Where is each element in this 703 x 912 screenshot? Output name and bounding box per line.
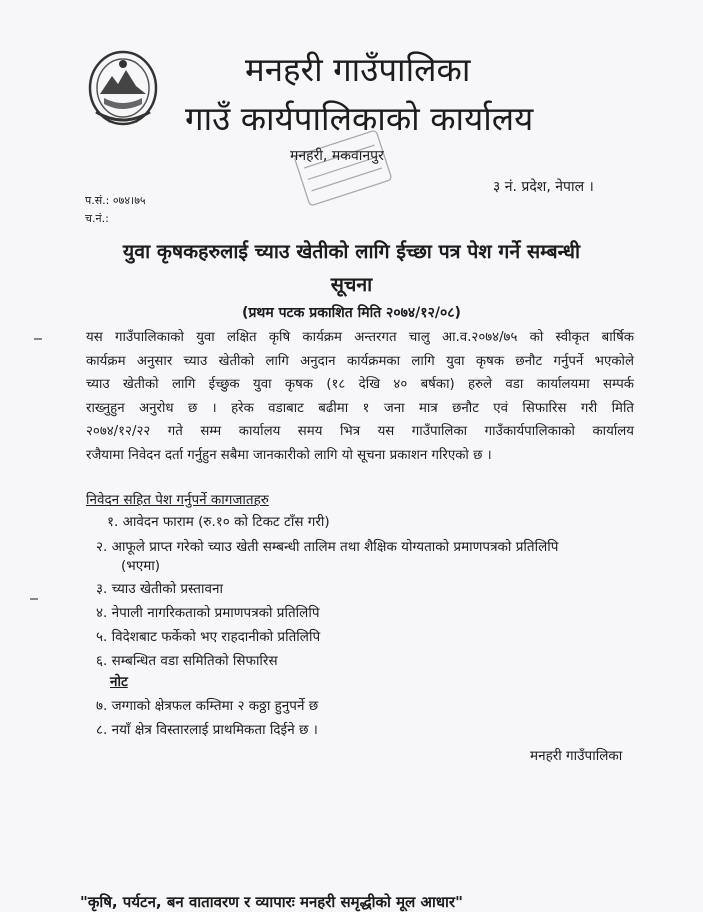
document-item: ३. च्याउ खेतीको प्रस्तावना <box>96 581 223 597</box>
province: ३ नं. प्रदेश, नेपाल । <box>493 179 594 195</box>
body-line: राख्नुहुन अनुरोध छ । हरेक वडाबाट बढीमा १ जना मात्र छनौट एवं सिफारिस गरी मिति <box>86 400 634 416</box>
office-stamp-icon <box>286 130 400 206</box>
note-heading: नोट <box>110 674 128 690</box>
documents-heading: निवेदन सहित पेश गर्नुपर्ने कागजातहरु <box>86 492 269 508</box>
note-item: ७. जग्गाको क्षेत्रफल कम्तिमा २ कठ्ठा हुनुपर्ने छ <box>96 698 319 714</box>
body-line: यस गाउँपालिकाको युवा लक्षित कृषि कार्यक्रम अन्तरगत चालु आ.व.२०७४/७५ को स्वीकृत बार्षिक <box>86 330 634 345</box>
document-item: २. आफूले प्राप्त गरेको च्याउ खेती सम्बन्धी तालिम तथा शैक्षिक योग्यताको प्रमाणपत्रको प्रतिलिपि <box>96 539 559 555</box>
notice-body <box>86 326 634 468</box>
office-name: गाउँ कार्यपालिकाको कार्यालय <box>185 99 534 138</box>
dispatch-number: च.नं.: <box>85 212 109 225</box>
org-name: मनहरी गाउँपालिका <box>245 50 471 89</box>
published-date: (प्रथम पटक प्रकाशित मिति २०७४/१२/०८) <box>242 305 461 321</box>
document-item: ५. विदेशबाट फर्केको भए राहदानीको प्रतिलिपि <box>96 629 321 645</box>
margin-mark <box>34 338 42 340</box>
body-line: रजैयामा निवेदन दर्ता गर्नुहुन सबैमा जानकारीको लागि यो सूचना प्रकाशन गरिएको छ । <box>86 447 492 463</box>
reference-number: प.सं.: ०७४।७५ <box>85 194 146 207</box>
document-item: ४. नेपाली नागरिकताको प्रमाणपत्रको प्रतिलिपि <box>96 605 320 621</box>
document-item-continued: (भएमा) <box>121 558 161 574</box>
notice-title-sub: सूचना <box>330 273 373 296</box>
body-line: २०७४/१२/२२ गते सम्म कार्यालय समय भित्र यस गाउँपालिका गाउँकार्यपालिकाको कार्यालय <box>86 424 634 440</box>
margin-mark <box>30 598 38 600</box>
notice-title: युवा कृषकहरुलाई च्याउ खेतीको लागि ईच्छा पत्र पेश गर्ने सम्बन्धी <box>122 240 581 263</box>
signature: मनहरी गाउँपालिका <box>530 748 623 764</box>
document-item: ६. सम्बन्धित वडा समितिको सिफारिस <box>96 653 278 669</box>
document-item: १. आवेदन फाराम (रु.१० को टिकट टाँस गरी) <box>107 514 330 530</box>
office-address: मनहरी, मकवानपुर <box>290 148 384 164</box>
body-line: च्याउ खेतीको लागि ईच्छुक युवा कृषक (१८ देखि ४० बर्षका) हरुले वडा कार्यालयमा सम्पर्क <box>86 377 634 393</box>
footer-slogan: "कृषि, पर्यटन, बन वातावरण र व्यापारः मनहरी समृद्धीको मूल आधार" <box>80 893 463 911</box>
government-emblem-icon <box>86 48 160 128</box>
note-item: ८. नयाँ क्षेत्र विस्तारलाई प्राथमिकता दिईने छ । <box>96 722 318 738</box>
body-line: कार्यक्रम अनुसार च्याउ खेतीको लागि अनुदान कार्यक्रमका लागि युवा कृषक छनौट गर्नुपर्ने भएकोले <box>86 353 634 369</box>
